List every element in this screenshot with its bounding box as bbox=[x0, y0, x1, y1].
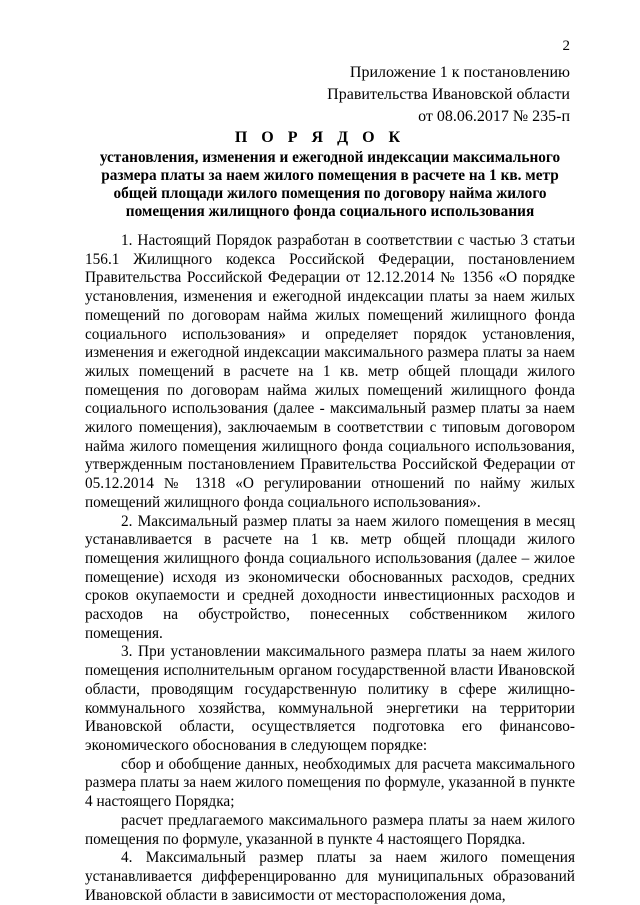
paragraph-1: 1. Настоящий Порядок разработан в соответствии с частью 3 статьи 156.1 Жилищного кодекса Российской Федерации, постановлением Правительства Российской Федерации от 12.12.2014 № 1356 «О порядке установления, изменения и ежегодной индексации платы за наем жилых помещений по договорам найма жилых помещений жилищного фонда социального использования» и определяет порядок установления, изменения и ежегодной индексации максимального размера платы за наем жилых помещений в расчете на 1 кв. метр общей площади жилого помещения по договорам найма жилых помещений жилищного фонда социального использования (далее - максимальный размер платы за наем жилого помещения), заключаемым в соответствии с типовым договором найма жилого помещения жилищного фонда социального использования, утвержденным постановлением Правительства Российской Федерации от 05.12.2014 № 1318 «О регулировании отношений по найму жилых помещений жилищного фонда социального использования». bbox=[85, 232, 575, 511]
paragraph-3-item-2: расчет предлагаемого максимального размера платы за наем жилого помещения по формуле, указанной в пункте 4 настоящего Порядка. bbox=[85, 811, 575, 848]
appendix-line-1: Приложение 1 к постановлению bbox=[349, 64, 570, 81]
paragraph-2: 2. Максимальный размер платы за наем жилого помещения в месяц устанавливается в расчете на 1 кв. метр общей площади жилого помещения жилищного фонда социального использования (далее – жилое помещение) исходя из экономически обоснованных расходов, средних сроков окупаемости и средней доходности инвестиционных расходов и расходов на обустройство, понесенных собственником жилого помещения. bbox=[85, 512, 575, 642]
paragraph-4: 4. Максимальный размер платы за наем жилого помещения устанавливается дифференцированно для муниципальных образований Ивановской области в зависимости от месторасположения дома, bbox=[85, 849, 575, 904]
page-number: 2 bbox=[562, 38, 570, 54]
document-body bbox=[85, 232, 575, 905]
document-subtitle: установления, изменения и ежегодной индексации максимального размера платы за наем жилого помещения в расчете на 1 кв. метр общей площади жилого помещения по договору найма жилого помещения жилищного фонда социального использования bbox=[99, 149, 561, 220]
appendix-line-2: Правительства Ивановской области bbox=[327, 86, 570, 103]
appendix-reference bbox=[327, 62, 570, 128]
appendix-line-3: от 08.06.2017 № 235-п bbox=[418, 108, 570, 125]
paragraph-3: 3. При установлении максимального размера платы за наем жилого помещения исполнительным органом государственной власти Ивановской области, проводящим государственную политику в сфере жилищно-коммунального хозяйства, коммунальной энергетики на территории Ивановской области, осуществляется подготовка его финансово-экономического обоснования в следующем порядке: bbox=[85, 643, 575, 754]
document-title: П О Р Я Д О К bbox=[234, 129, 406, 146]
paragraph-3-item-1: сбор и обобщение данных, необходимых для расчета максимального размера платы за наем жилого помещения по формуле, указанной в пункте 4 настоящего Порядка; bbox=[85, 755, 575, 811]
